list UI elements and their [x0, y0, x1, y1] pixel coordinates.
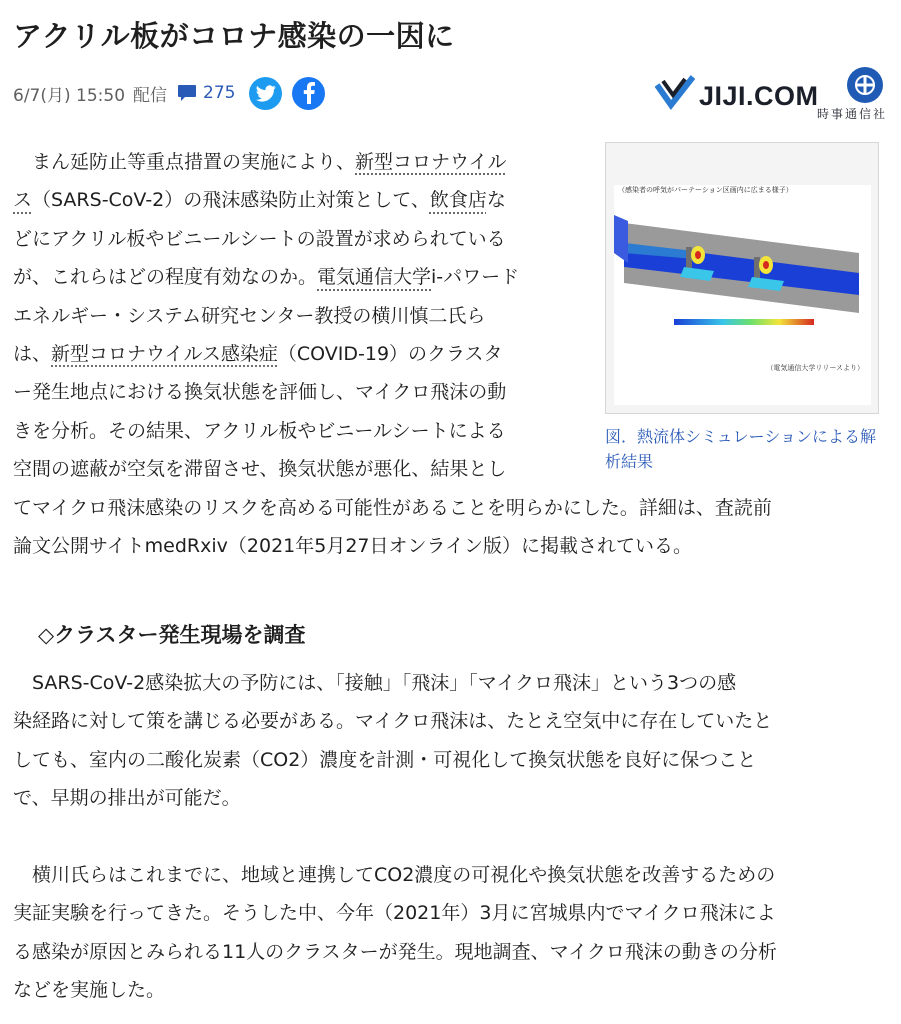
intro-text: てマイクロ飛沫感染のリスクを高める可能性があることを明らかにした。詳細は、査読前	[13, 496, 772, 519]
intro-text: （COVID-19）のクラスタ	[277, 343, 503, 366]
intro-text: ー発生地点における換気状態を評価し、マイクロ飛沫の動	[13, 381, 507, 404]
logo-subtitle: 時事通信社	[816, 107, 887, 121]
section-paragraph-2	[13, 856, 777, 1010]
intro-text: i-パワード	[431, 266, 520, 289]
intro-text: きを分析。その結果、アクリル板やビニールシートによる	[13, 419, 506, 442]
intro-line	[13, 297, 772, 335]
comment-link[interactable]	[177, 83, 235, 103]
intro-line	[13, 489, 772, 527]
paragraph-line: しても、室内の二酸化炭素（CO2）濃度を計測・可視化して換気状態を良好に保つこと	[13, 748, 757, 771]
intro-text: 論文公開サイトmedRxiv（2021年5月27日オンライン版）に掲載されている。	[13, 535, 692, 558]
intro-paragraph	[13, 143, 772, 565]
twitter-share-button[interactable]	[249, 77, 282, 110]
intro-line	[13, 181, 772, 219]
facebook-icon	[302, 82, 316, 104]
intro-line	[13, 258, 772, 296]
twitter-icon	[256, 85, 276, 102]
paragraph-line: などを実施した。	[13, 979, 166, 1002]
figure-caption[interactable]: 図．熱流体シミュレーションによる解析結果	[605, 427, 877, 471]
intro-line	[13, 450, 772, 488]
intro-line	[13, 335, 772, 373]
logo-text: JIJI.COM	[699, 81, 819, 111]
intro-text: は、	[13, 343, 52, 366]
intro-line	[13, 527, 772, 565]
figure-image-credit: （電気通信大学リリースより）	[766, 364, 864, 372]
intro-line	[13, 373, 772, 411]
intro-text: まん延防止等重点措置の実施により、	[13, 151, 356, 173]
intro-text: （SARS-CoV-2）の飛沫感染防止対策として、	[32, 189, 430, 212]
paragraph-line: る感染が原因とみられる11人のクラスターが発生。現地調査、マイクロ飛沫の動きの分析	[13, 940, 777, 963]
paragraph-line: 染経路に対して策を講じる必要がある。マイクロ飛沫は、たとえ空気中に存在していたと	[13, 710, 773, 733]
keyword-link[interactable]: 飲食店	[429, 189, 487, 212]
section-paragraph-1	[13, 664, 772, 818]
facebook-share-button[interactable]	[292, 77, 325, 110]
keyword-link[interactable]: 新型コロナウイル	[355, 151, 507, 173]
intro-text: 空間の遮蔽が空気を滞留させ、換気状態が悪化、結果とし	[13, 458, 507, 481]
paragraph-line: 実証実験を行ってきた。そうした中、今年（2021年）3月に宮城県内でマイクロ飛沫によ	[13, 902, 776, 925]
publish-date: 6/7(月) 15:50	[13, 85, 126, 106]
section-heading: ◇クラスター発生現場を調査	[38, 623, 306, 647]
figure-image-title: （感染者の呼気がパーテーション区画内に広まる様子）	[618, 186, 793, 194]
article-title: アクリル板がコロナ感染の一因に	[13, 19, 455, 53]
comment-icon	[177, 84, 197, 102]
jiji-badge-icon	[847, 67, 883, 103]
jiji-logo[interactable]	[655, 67, 887, 125]
intro-line	[13, 412, 772, 450]
jiji-logo-mark	[655, 75, 695, 111]
keyword-link[interactable]: ス	[13, 189, 33, 212]
intro-text: どにアクリル板やビニールシートの設置が求められている	[13, 227, 506, 250]
paragraph-line: で、早期の排出が可能だ。	[13, 787, 241, 810]
comment-count: 275	[203, 83, 236, 103]
intro-text: が、これらはどの程度有効なのか。	[13, 266, 318, 289]
intro-text: な	[486, 189, 506, 212]
publish-label: 配信	[133, 85, 168, 106]
intro-line	[13, 143, 772, 181]
keyword-link[interactable]: 電気通信大学	[317, 266, 432, 289]
article-meta	[13, 76, 335, 110]
paragraph-line: 横川氏らはこれまでに、地域と連携してCO2濃度の可視化や換気状態を改善するための	[13, 864, 776, 886]
intro-line	[13, 220, 772, 258]
paragraph-line: SARS-CoV-2感染拡大の予防には、「接触」「飛沫」「マイクロ飛沫」という3つの感	[13, 672, 737, 694]
intro-text: エネルギー・システム研究センター教授の横川慎二氏ら	[13, 304, 486, 327]
keyword-link[interactable]: 新型コロナウイルス感染症	[51, 343, 278, 366]
